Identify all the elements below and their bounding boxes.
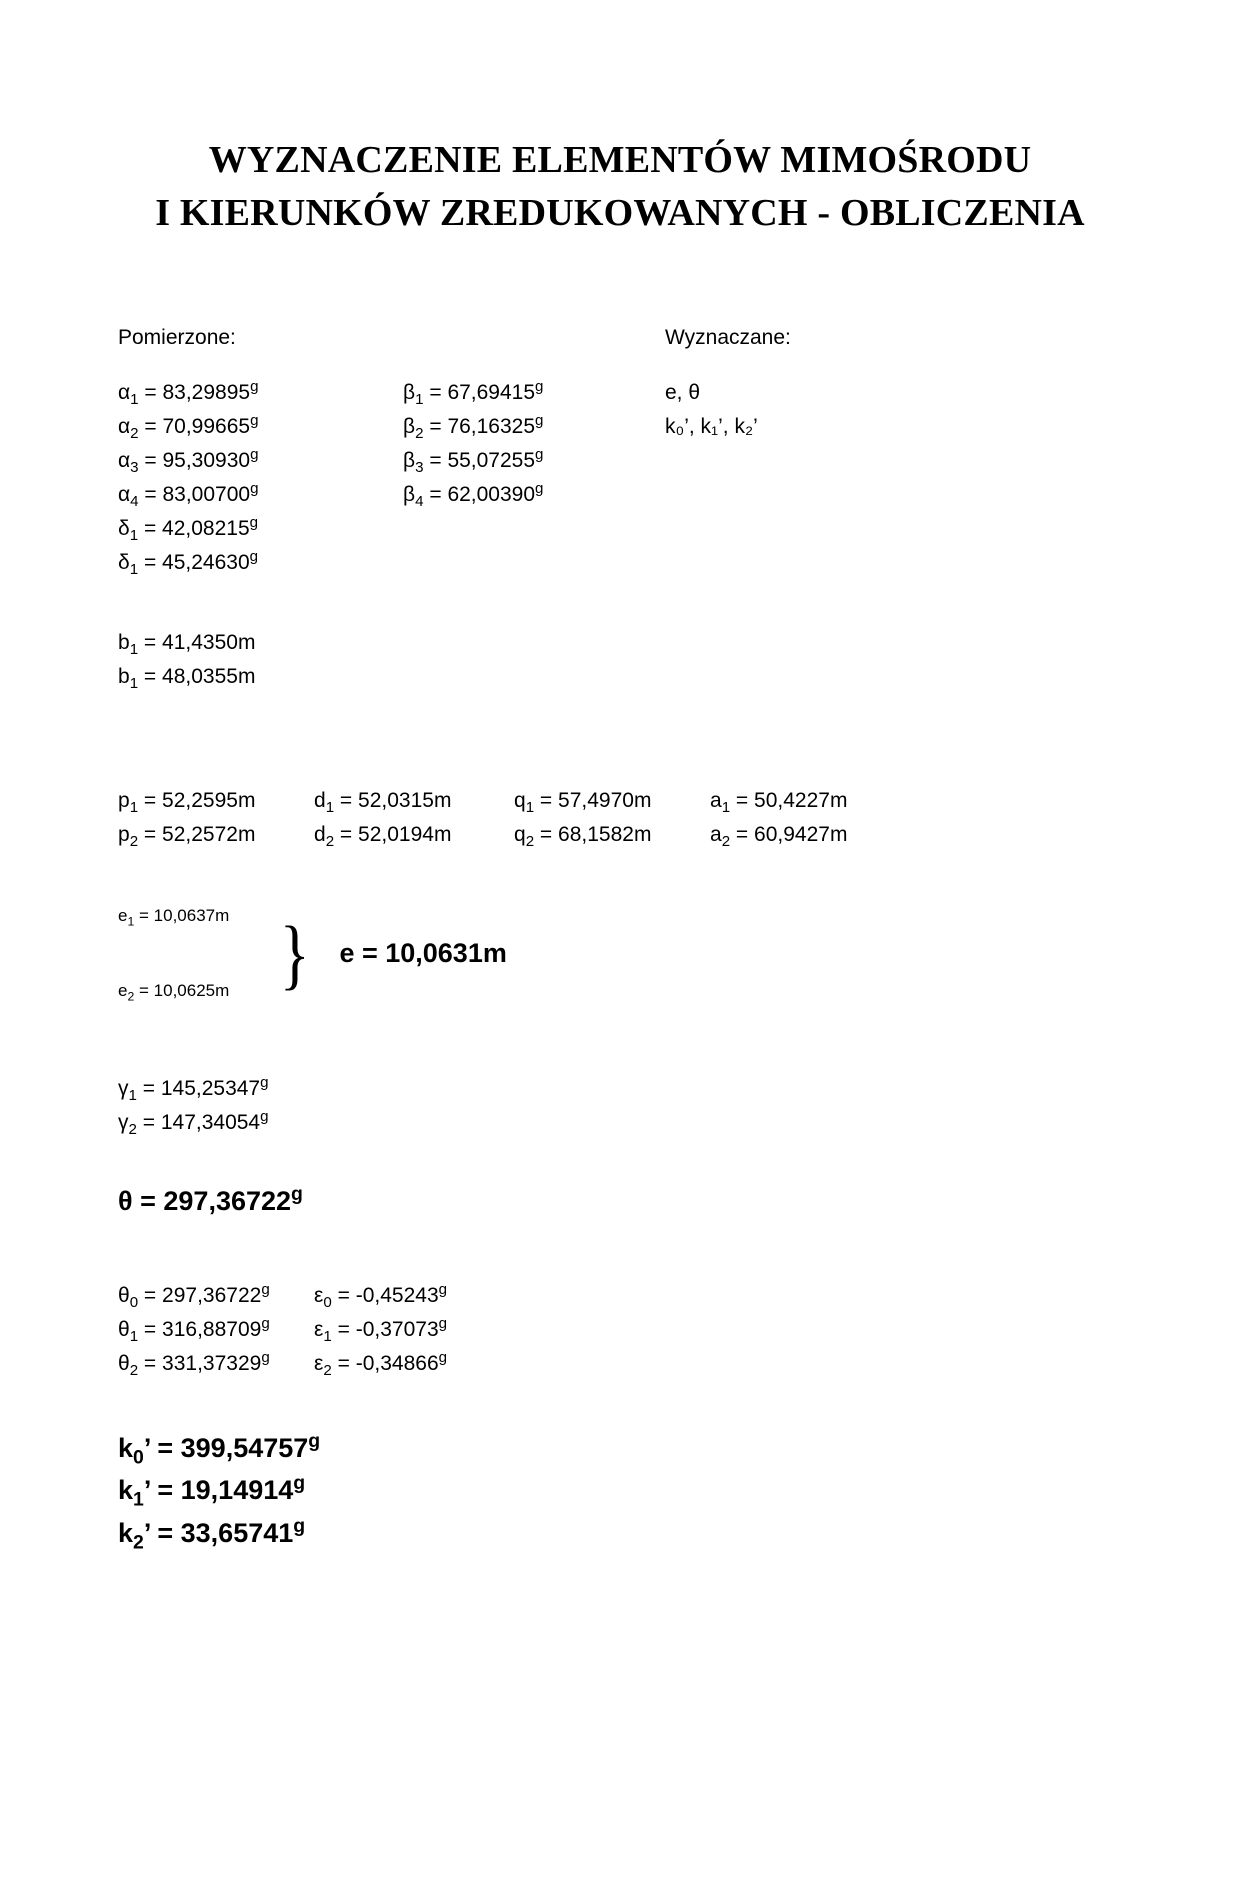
subscript: 2 xyxy=(415,424,424,442)
symbol: a xyxy=(710,822,722,846)
cell-a1: $a_1 = 50,4227m$ xyxy=(710,788,848,816)
value: 48,0355m xyxy=(162,664,256,688)
subscript: 1 xyxy=(525,798,535,816)
determined-line-2: k₀’, k₁’, k₂’ xyxy=(665,414,758,438)
value: 10,0637m xyxy=(153,905,230,925)
spacer xyxy=(118,1381,1240,1427)
value-line: $\alpha_4 = 83,00700^g$ xyxy=(118,479,259,510)
value: 70,99665 xyxy=(162,414,251,438)
heading-determined: Wyznaczane: xyxy=(665,325,791,349)
theta-epsilon-table xyxy=(118,1279,1240,1381)
unit: g xyxy=(293,1472,306,1495)
unit: g xyxy=(260,1107,269,1125)
value: 55,07255 xyxy=(447,448,536,472)
symbol: γ xyxy=(118,1110,129,1134)
value: 68,1582m xyxy=(558,822,652,846)
symbol: β xyxy=(403,482,416,506)
value-line-e1: $e_1 = 10,0637m$ xyxy=(118,905,230,929)
cell-theta0: $\theta_0 = 297,36722^g$ xyxy=(118,1280,270,1311)
value: 297,36722 xyxy=(163,1185,292,1216)
unit: g xyxy=(249,547,259,565)
cell-a2: $a_2 = 60,9427m$ xyxy=(710,822,848,850)
k-result-line: $k_0$’ = 399,54757$^g$ xyxy=(118,1429,321,1469)
cell-theta2: $\theta_2 = 331,37329^g$ xyxy=(118,1348,270,1379)
spacer xyxy=(118,756,1240,784)
unit: g xyxy=(535,377,544,395)
subscript: 1 xyxy=(325,798,335,816)
curly-brace-glyph: } xyxy=(279,909,310,997)
cell-epsilon0: $\varepsilon_0 = -0,45243^g$ xyxy=(314,1280,448,1311)
subscript: 2 xyxy=(128,1120,137,1138)
value: 147,34054 xyxy=(160,1110,261,1134)
cell-d1: $d_1 = 52,0315m$ xyxy=(314,788,452,816)
subscript: 2 xyxy=(323,1362,332,1379)
value: 45,24630 xyxy=(162,550,250,574)
value: 95,30930 xyxy=(162,448,251,472)
symbol: q xyxy=(514,788,526,812)
subscript: 1 xyxy=(133,1488,144,1511)
eccentricity-block xyxy=(118,898,1240,1010)
value: 33,65741 xyxy=(180,1518,294,1549)
symbol: p xyxy=(118,788,130,812)
value: 316,88709 xyxy=(162,1317,262,1341)
subscript: 2 xyxy=(525,832,535,850)
subscript: 1 xyxy=(130,390,139,408)
alpha-delta-column xyxy=(118,376,403,694)
pqda-table xyxy=(118,784,1240,852)
subscript: 0 xyxy=(129,1293,139,1311)
unit: g xyxy=(250,411,259,429)
cell-p2: $p_2 = 52,2572m$ xyxy=(118,822,256,850)
prime: ’ xyxy=(143,1432,150,1463)
prime: ’ xyxy=(143,1518,150,1549)
subscript: 2 xyxy=(129,1362,139,1379)
value: -0,34866 xyxy=(355,1351,439,1375)
value: -0,45243 xyxy=(355,1283,439,1307)
beta-column xyxy=(403,376,665,694)
symbol: θ xyxy=(118,1351,130,1375)
subscript: 1 xyxy=(129,674,139,692)
subscript: 1 xyxy=(127,914,135,929)
unit: g xyxy=(438,1314,448,1332)
cell-epsilon1: $\varepsilon_1 = -0,37073^g$ xyxy=(314,1314,448,1345)
value-line: $\beta_1 = 67,69415^g$ xyxy=(403,377,544,408)
symbol: d xyxy=(314,788,326,812)
determined-line-1: e, θ xyxy=(665,380,701,404)
value-line: $\gamma_2 = 147,34054^g$ xyxy=(118,1107,269,1138)
symbol: α xyxy=(118,380,131,404)
subscript: 0 xyxy=(323,1293,332,1311)
k-result-line: $k_2$’ = 33,65741$^g$ xyxy=(118,1515,306,1554)
unit: g xyxy=(438,1280,448,1298)
value: -0,37073 xyxy=(355,1317,439,1341)
value: 42,08215 xyxy=(162,516,250,540)
subscript: 1 xyxy=(129,640,139,658)
cell-q2: $q_2 = 68,1582m$ xyxy=(514,822,652,850)
value: 52,0194m xyxy=(358,822,452,846)
unit: g xyxy=(291,1182,303,1205)
value: 52,2572m xyxy=(162,822,256,846)
unit: g xyxy=(535,479,544,497)
value: 60,9427m xyxy=(754,822,848,846)
subscript: 2 xyxy=(133,1531,144,1554)
value-line: $b_1 = 48,0355m$ xyxy=(118,664,256,692)
value: 297,36722 xyxy=(162,1283,262,1307)
subscript: 4 xyxy=(130,492,139,510)
k-results-block xyxy=(118,1427,1240,1555)
subscript: 2 xyxy=(127,989,135,1004)
value: 76,16325 xyxy=(447,414,536,438)
unit: g xyxy=(250,377,259,395)
value-line: $\delta_1 = 42,08215^g$ xyxy=(118,513,259,544)
cell-d2: $d_2 = 52,0194m$ xyxy=(314,822,452,850)
subscript: 0 xyxy=(133,1446,144,1469)
symbol: e xyxy=(118,981,128,1001)
value: 145,25347 xyxy=(160,1076,261,1100)
subscript: 4 xyxy=(415,492,424,510)
value-line: $\alpha_3 = 95,30930^g$ xyxy=(118,445,259,476)
subscript: 2 xyxy=(325,832,335,850)
value: 10,0625m xyxy=(153,981,230,1001)
symbol: β xyxy=(403,380,416,404)
spacer xyxy=(118,1010,1240,1072)
unit: g xyxy=(261,1348,270,1366)
symbol: k xyxy=(118,1475,134,1506)
subscript: 1 xyxy=(721,798,731,816)
k-result-line: $k_1$’ = 19,14914$^g$ xyxy=(118,1472,306,1511)
unit: g xyxy=(293,1515,306,1538)
table-row xyxy=(118,1279,1240,1313)
value-line: $\beta_2 = 76,16325^g$ xyxy=(403,411,544,442)
document-body xyxy=(0,326,1240,1555)
value-line: $\beta_3 = 55,07255^g$ xyxy=(403,445,544,476)
value: 52,2595m xyxy=(162,788,256,812)
table-row xyxy=(118,784,1240,818)
value: 399,54757 xyxy=(180,1432,309,1463)
symbol: δ xyxy=(118,516,130,540)
value-line: $b_1 = 41,4350m$ xyxy=(118,630,256,658)
value-line: $\alpha_2 = 70,99665^g$ xyxy=(118,411,259,442)
symbol: e xyxy=(118,905,128,925)
symbol: d xyxy=(314,822,326,846)
cell-theta1: $\theta_1 = 316,88709^g$ xyxy=(118,1314,270,1345)
symbol: θ xyxy=(118,1185,133,1216)
symbol: α xyxy=(118,482,131,506)
symbol: α xyxy=(118,414,131,438)
spacer xyxy=(118,694,1240,756)
value-line: $\beta_4 = 62,00390^g$ xyxy=(403,479,544,510)
symbol: δ xyxy=(118,550,130,574)
symbol: k xyxy=(118,1518,134,1549)
value-line: $\alpha_1 = 83,29895^g$ xyxy=(118,377,259,408)
cell-epsilon2: $\varepsilon_2 = -0,34866^g$ xyxy=(314,1348,448,1379)
subscript: 2 xyxy=(129,832,139,850)
determined-column xyxy=(665,376,965,694)
value-line: $\delta_1 = 45,24630^g$ xyxy=(118,547,259,578)
unit: g xyxy=(308,1429,321,1452)
prime: ’ xyxy=(143,1475,150,1506)
cell-p1: $p_1 = 52,2595m$ xyxy=(118,788,256,816)
unit: g xyxy=(250,445,259,463)
subscript: 2 xyxy=(130,424,139,442)
subscript: 1 xyxy=(129,1327,139,1345)
value: 57,4970m xyxy=(558,788,652,812)
unit: g xyxy=(260,1073,269,1091)
heading-measured: Pomierzone: xyxy=(118,325,236,349)
value: 19,14914 xyxy=(180,1475,294,1506)
table-row xyxy=(118,1347,1240,1381)
symbol: b xyxy=(118,630,130,654)
spacer xyxy=(118,580,403,626)
symbol: β xyxy=(403,448,416,472)
unit: g xyxy=(438,1348,448,1366)
symbol: θ xyxy=(118,1283,130,1307)
gamma-block xyxy=(118,1072,1240,1140)
value: 52,0315m xyxy=(358,788,452,812)
subscript: 3 xyxy=(130,458,139,476)
page-title-line-1: WYZNACZENIE ELEMENTÓW MIMOŚRODU xyxy=(208,139,1032,181)
value: 83,00700 xyxy=(162,482,251,506)
symbol: α xyxy=(118,448,131,472)
subscript: 1 xyxy=(129,798,139,816)
subscript: 3 xyxy=(415,458,424,476)
table-row xyxy=(118,1313,1240,1347)
unit: g xyxy=(535,445,544,463)
unit: g xyxy=(261,1314,270,1332)
symbol: θ xyxy=(118,1317,130,1341)
value-line-e2: $e_2 = 10,0625m$ xyxy=(118,981,230,1004)
symbol: b xyxy=(118,664,130,688)
unit: g xyxy=(535,411,544,429)
value: 331,37329 xyxy=(162,1351,262,1375)
subscript: 1 xyxy=(129,526,139,544)
cell-q1: $q_1 = 57,4970m$ xyxy=(514,788,652,816)
symbol: a xyxy=(710,788,722,812)
symbol: k xyxy=(118,1432,134,1463)
section-headings xyxy=(118,326,1240,350)
value: 50,4227m xyxy=(754,788,848,812)
unit: g xyxy=(261,1280,270,1298)
spacer xyxy=(118,1217,1240,1279)
subscript: 1 xyxy=(415,390,424,408)
value: 62,00390 xyxy=(447,482,536,506)
eccentricity-result: e = 10,0631m xyxy=(339,938,507,969)
unit: g xyxy=(249,513,259,531)
value: 41,4350m xyxy=(162,630,256,654)
subscript: 1 xyxy=(129,560,139,578)
value: 67,69415 xyxy=(447,380,536,404)
symbol: ε xyxy=(314,1317,324,1341)
subscript: 1 xyxy=(323,1327,332,1345)
value: 83,29895 xyxy=(162,380,251,404)
theta-result: θ = 297,36722$^g$ xyxy=(118,1182,303,1216)
symbol: β xyxy=(403,414,416,438)
spacer xyxy=(118,1140,1240,1186)
symbol: γ xyxy=(118,1076,129,1100)
eccentricity-components xyxy=(118,906,276,1002)
unit: g xyxy=(250,479,259,497)
symbol: p xyxy=(118,822,130,846)
document-page xyxy=(0,135,1240,1889)
subscript: 1 xyxy=(128,1086,137,1104)
table-row xyxy=(118,818,1240,852)
subscript: 2 xyxy=(721,832,731,850)
symbol: ε xyxy=(314,1351,324,1375)
symbol: ε xyxy=(314,1283,324,1307)
spacer xyxy=(118,852,1240,898)
measured-values-block xyxy=(118,376,1240,694)
symbol: q xyxy=(514,822,526,846)
value-line: $\gamma_1 = 145,25347^g$ xyxy=(118,1073,269,1104)
page-title-line-2: I KIERUNKÓW ZREDUKOWANYCH - OBLICZENIA xyxy=(155,192,1085,235)
